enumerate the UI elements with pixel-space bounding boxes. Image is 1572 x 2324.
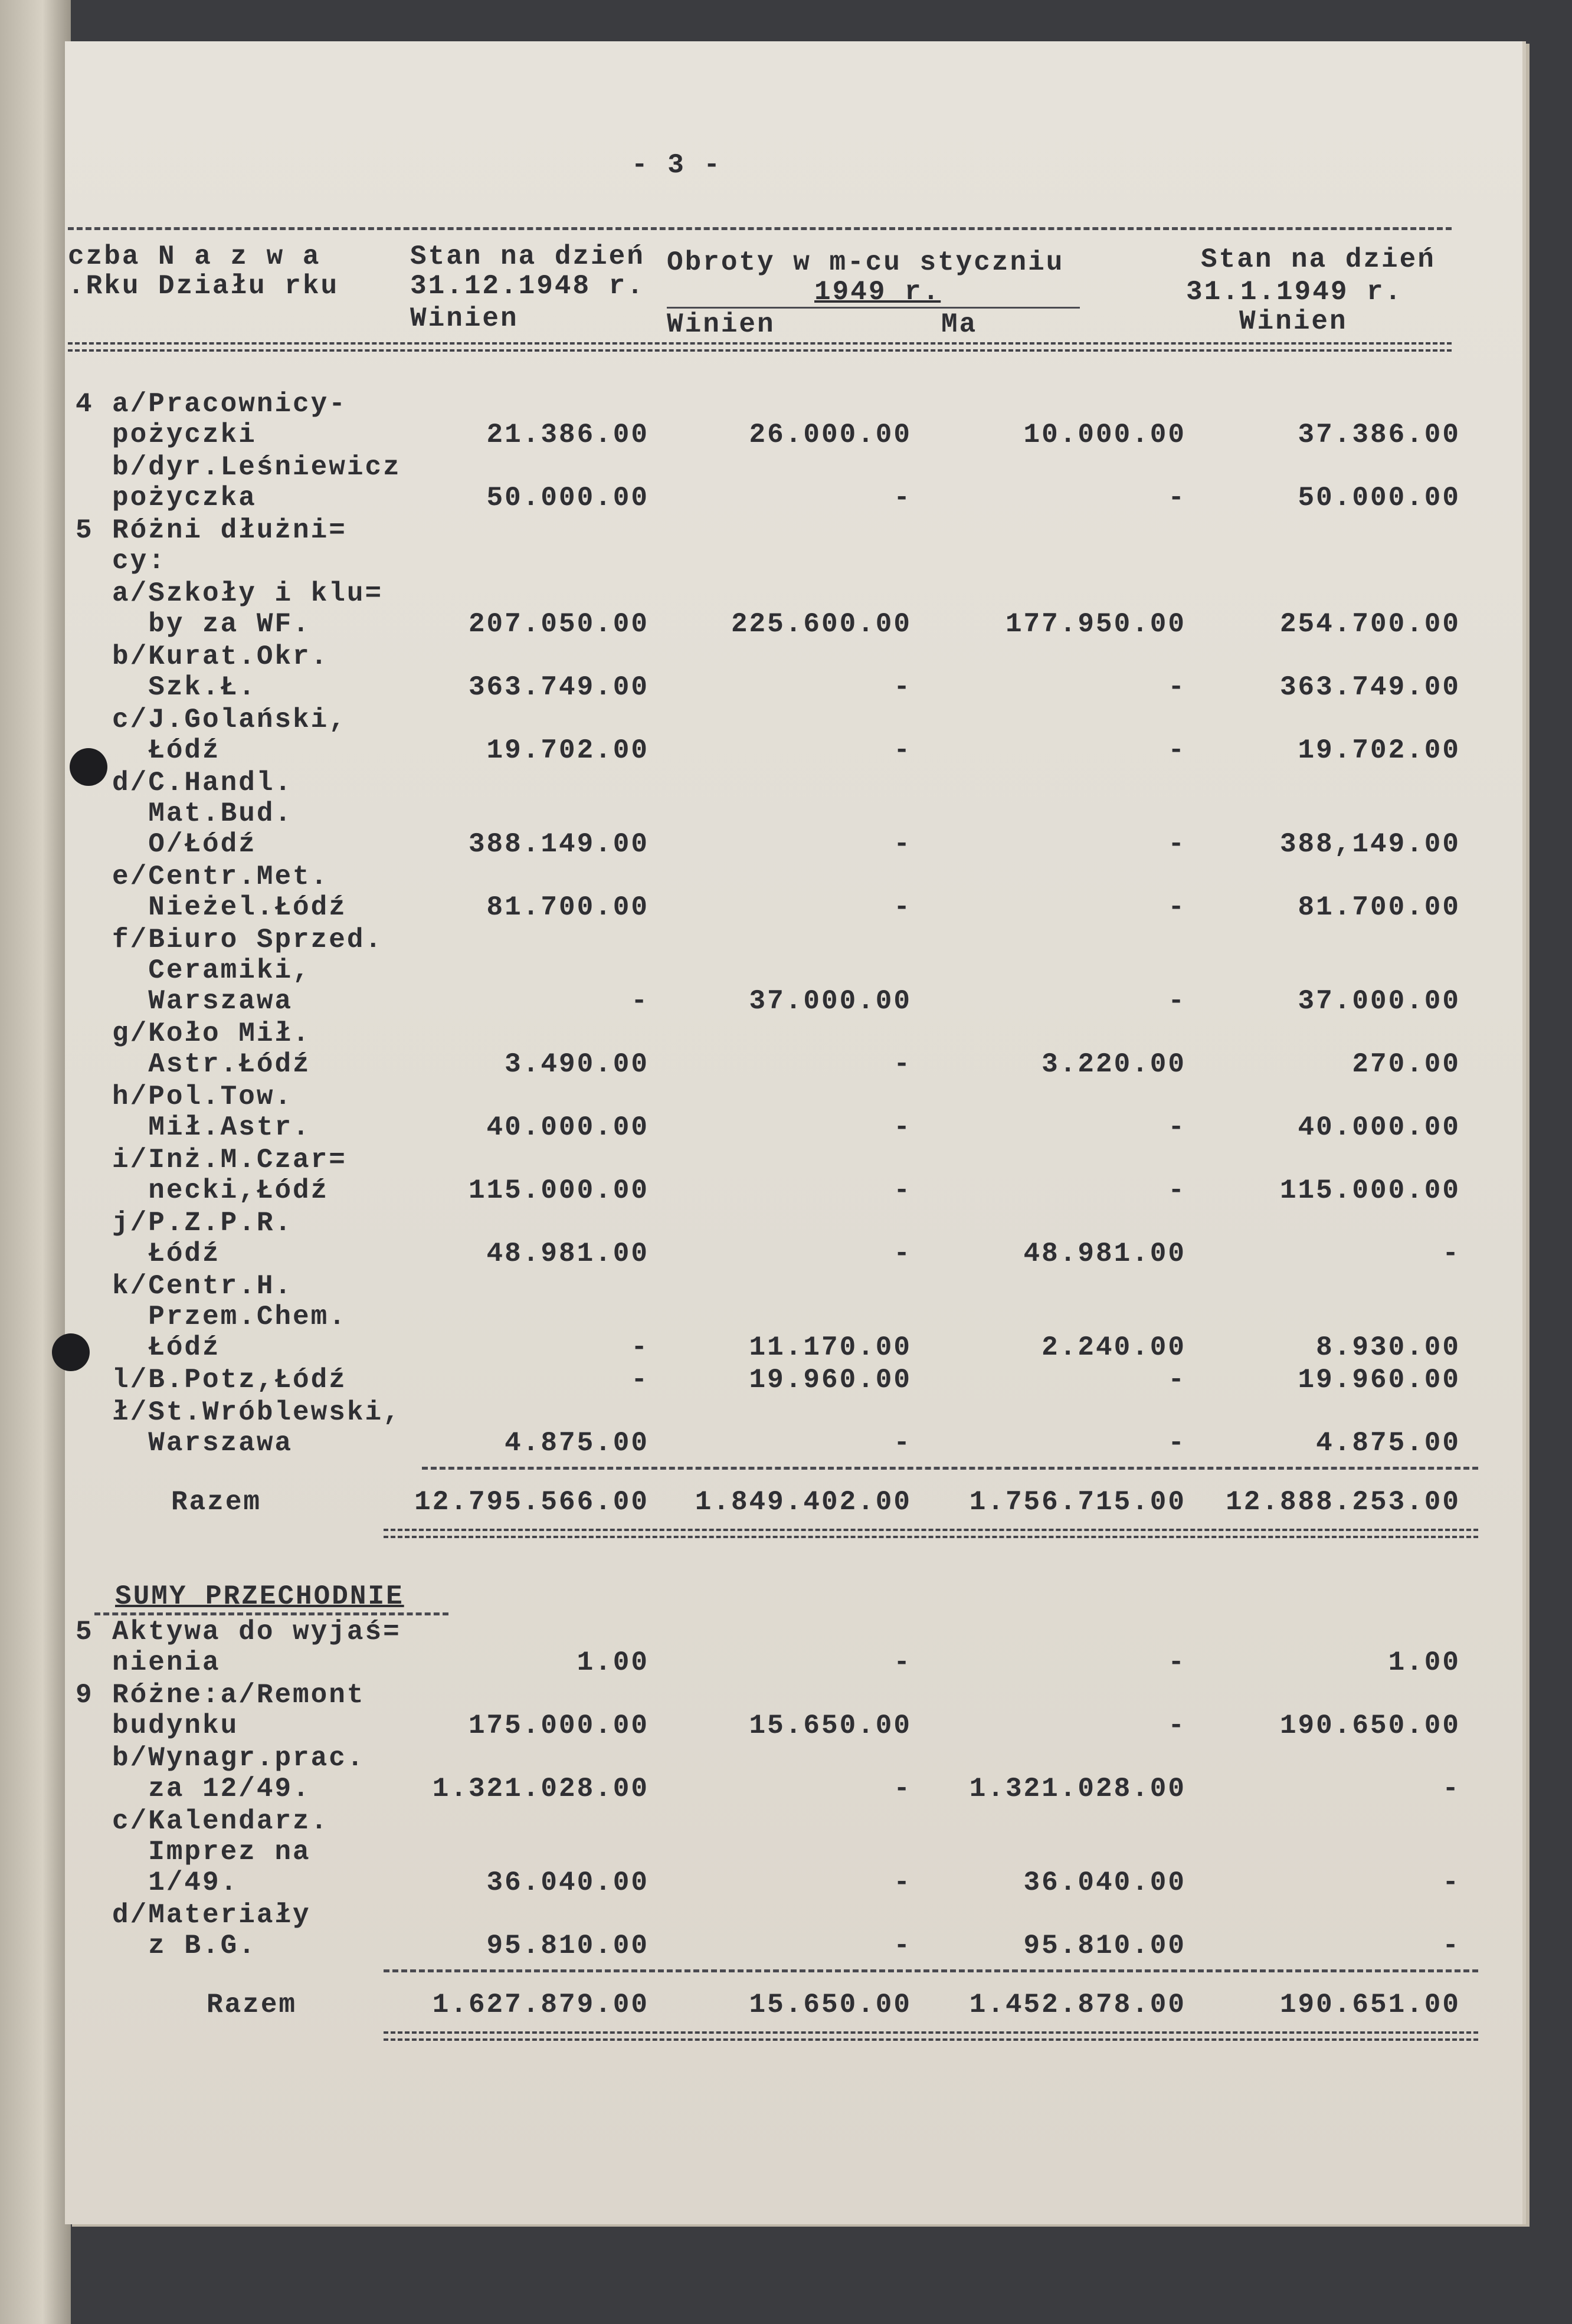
row-value-c2: - xyxy=(893,735,912,766)
row-label: O/Łódź xyxy=(112,829,257,860)
row-label: cy: xyxy=(112,546,166,576)
row-value-c4: 37.000.00 xyxy=(1298,986,1460,1017)
row-value-c2: - xyxy=(893,1647,912,1678)
row-value-c3: 48.981.00 xyxy=(1023,1238,1186,1269)
row-account-number: 5 xyxy=(76,515,94,546)
row-label: b/dyr.Leśniewicz xyxy=(112,452,401,483)
row-value-c2: - xyxy=(893,829,912,860)
page-number: - 3 - xyxy=(631,150,722,181)
row-label: Warszawa xyxy=(112,1428,293,1458)
row-value-c4: 115.000.00 xyxy=(1279,1175,1460,1206)
total-value-c4: 12.888.253.00 xyxy=(1226,1487,1460,1517)
row-label: b/Wynagr.prac. xyxy=(112,1743,365,1774)
header-bottom-rule xyxy=(68,342,1452,352)
row-value-c4: 190.650.00 xyxy=(1279,1710,1460,1741)
row-value-c1: 1.00 xyxy=(577,1647,649,1678)
section-heading-rule xyxy=(94,1612,448,1615)
total-value-c1: 12.795.566.00 xyxy=(414,1487,649,1517)
row-label: Aktywa do wyjaś= xyxy=(112,1617,401,1647)
row-value-c1: 19.702.00 xyxy=(486,735,649,766)
row-value-c4: 81.700.00 xyxy=(1298,892,1460,923)
row-value-c1: 21.386.00 xyxy=(486,419,649,450)
row-label: pożyczki xyxy=(112,419,257,450)
row-value-c3: 177.950.00 xyxy=(1005,609,1186,640)
row-value-c3: - xyxy=(1168,735,1186,766)
row-label: f/Biuro Sprzed. xyxy=(112,925,384,955)
row-value-c2: - xyxy=(893,483,912,513)
total-value-c2: 15.650.00 xyxy=(749,1989,912,2020)
row-value-c2: - xyxy=(893,1112,912,1143)
row-value-c2: - xyxy=(893,892,912,923)
row-label: Mat.Bud. xyxy=(112,798,293,829)
row-label: Łódź xyxy=(112,1332,221,1363)
total-value-c1: 1.627.879.00 xyxy=(432,1989,649,2020)
row-value-c2: 15.650.00 xyxy=(749,1710,912,1741)
total-double-rule xyxy=(384,1529,1478,1538)
header-balance-start-3: Winien xyxy=(410,303,519,334)
row-label: Różni dłużni= xyxy=(112,515,347,546)
row-value-c1: 175.000.00 xyxy=(468,1710,649,1741)
row-value-c1: - xyxy=(631,986,649,1017)
row-label: d/Materiały xyxy=(112,1900,311,1930)
row-value-c1: 36.040.00 xyxy=(486,1867,649,1898)
header-turnover-1: Obroty w m-cu styczniu xyxy=(667,247,1065,278)
row-value-c4: 37.386.00 xyxy=(1298,419,1460,450)
header-col-name-2: .Rku Działu rku xyxy=(68,271,339,301)
row-label: k/Centr.H. xyxy=(112,1271,293,1302)
header-turnover-debit: Winien xyxy=(667,309,775,340)
row-label: Szk.Ł. xyxy=(112,672,257,703)
row-value-c4: 254.700.00 xyxy=(1279,609,1460,640)
row-value-c3: - xyxy=(1168,1365,1186,1395)
row-value-c1: - xyxy=(631,1365,649,1395)
row-value-c1: 95.810.00 xyxy=(486,1930,649,1961)
total-value-c4: 190.651.00 xyxy=(1279,1989,1460,2020)
row-value-c4: - xyxy=(1442,1774,1460,1804)
row-value-c1: 115.000.00 xyxy=(468,1175,649,1206)
row-value-c1: 3.490.00 xyxy=(505,1049,649,1080)
row-value-c3: 2.240.00 xyxy=(1042,1332,1186,1363)
row-value-c2: - xyxy=(893,1867,912,1898)
row-value-c4: - xyxy=(1442,1930,1460,1961)
row-value-c4: - xyxy=(1442,1238,1460,1269)
header-top-rule xyxy=(68,227,1452,230)
row-label: Warszawa xyxy=(112,986,293,1017)
row-label: z B.G. xyxy=(112,1930,257,1961)
row-label: 1/49. xyxy=(112,1867,239,1898)
row-value-c2: 19.960.00 xyxy=(749,1365,912,1395)
row-value-c2: 37.000.00 xyxy=(749,986,912,1017)
row-value-c1: 4.875.00 xyxy=(505,1428,649,1458)
row-value-c2: - xyxy=(893,1238,912,1269)
row-label: c/Kalendarz. xyxy=(112,1806,329,1837)
total-value-c2: 1.849.402.00 xyxy=(695,1487,912,1517)
row-account-number: 5 xyxy=(76,1617,94,1647)
row-label: i/Inż.M.Czar= xyxy=(112,1145,347,1175)
row-value-c1: 48.981.00 xyxy=(486,1238,649,1269)
row-label: l/B.Potz,Łódź xyxy=(112,1365,347,1395)
row-value-c3: - xyxy=(1168,986,1186,1017)
row-value-c4: 19.702.00 xyxy=(1298,735,1460,766)
row-label: Mił.Astr. xyxy=(112,1112,311,1143)
row-value-c3: - xyxy=(1168,1428,1186,1458)
row-value-c3: - xyxy=(1168,483,1186,513)
row-value-c3: 10.000.00 xyxy=(1023,419,1186,450)
row-value-c2: - xyxy=(893,1930,912,1961)
row-value-c3: - xyxy=(1168,1112,1186,1143)
header-turnover-credit: Ma xyxy=(941,309,978,340)
row-value-c1: 1.321.028.00 xyxy=(432,1774,649,1804)
row-label: g/Koło Mił. xyxy=(112,1018,311,1049)
row-label: Nieżel.Łódź xyxy=(112,892,347,923)
row-value-c3: 3.220.00 xyxy=(1042,1049,1186,1080)
subtotal-rule xyxy=(384,1969,1478,1972)
header-balance-start-1: Stan na dzień xyxy=(410,241,645,272)
row-value-c4: 363.749.00 xyxy=(1279,672,1460,703)
row-value-c1: - xyxy=(631,1332,649,1363)
row-label: by za WF. xyxy=(112,609,311,640)
row-label: pożyczka xyxy=(112,483,257,513)
row-value-c4: 40.000.00 xyxy=(1298,1112,1460,1143)
punch-hole xyxy=(52,1333,90,1371)
header-balance-end-1: Stan na dzień xyxy=(1201,244,1436,275)
row-value-c4: - xyxy=(1442,1867,1460,1898)
row-label: h/Pol.Tow. xyxy=(112,1081,293,1112)
row-label: Różne:a/Remont xyxy=(112,1680,365,1710)
row-label: j/P.Z.P.R. xyxy=(112,1208,293,1238)
row-label: e/Centr.Met. xyxy=(112,861,329,892)
row-label: nienia xyxy=(112,1647,221,1678)
row-label: Imprez na xyxy=(112,1837,311,1867)
row-value-c4: 8.930.00 xyxy=(1316,1332,1460,1363)
row-value-c4: 19.960.00 xyxy=(1298,1365,1460,1395)
row-label: Przem.Chem. xyxy=(112,1302,347,1332)
row-value-c3: - xyxy=(1168,1647,1186,1678)
row-value-c4: 50.000.00 xyxy=(1298,483,1460,513)
row-value-c1: 40.000.00 xyxy=(486,1112,649,1143)
row-value-c1: 50.000.00 xyxy=(486,483,649,513)
header-col-name-1: czba N a z w a xyxy=(68,241,321,272)
row-label: Łódź xyxy=(112,735,221,766)
row-value-c3: 1.321.028.00 xyxy=(969,1774,1186,1804)
row-value-c2: 11.170.00 xyxy=(749,1332,912,1363)
total-value-c3: 1.756.715.00 xyxy=(969,1487,1186,1517)
row-value-c2: 225.600.00 xyxy=(731,609,912,640)
row-value-c1: 363.749.00 xyxy=(468,672,649,703)
row-value-c4: 270.00 xyxy=(1352,1049,1460,1080)
row-label: Astr.Łódź xyxy=(112,1049,311,1080)
row-value-c4: 4.875.00 xyxy=(1316,1428,1460,1458)
row-value-c1: 81.700.00 xyxy=(486,892,649,923)
row-label: c/J.Golański, xyxy=(112,704,347,735)
row-value-c3: 36.040.00 xyxy=(1023,1867,1186,1898)
total-label: Razem xyxy=(207,1989,297,2020)
header-balance-end-3: Winien xyxy=(1239,306,1348,337)
total-double-rule xyxy=(384,2031,1478,2041)
row-value-c4: 388,149.00 xyxy=(1279,829,1460,860)
row-label: Ceramiki, xyxy=(112,955,311,986)
row-account-number: 9 xyxy=(76,1680,94,1710)
row-label: ł/St.Wróblewski, xyxy=(112,1397,401,1428)
header-balance-end-2: 31.1.1949 r. xyxy=(1186,277,1403,307)
header-balance-start-2: 31.12.1948 r. xyxy=(410,271,645,301)
total-label: Razem xyxy=(171,1487,262,1517)
row-label: d/C.Handl. xyxy=(112,768,293,798)
row-label: a/Pracownicy- xyxy=(112,389,347,419)
row-value-c2: - xyxy=(893,1175,912,1206)
row-label: necki,Łódź xyxy=(112,1175,329,1206)
row-label: a/Szkoły i klu= xyxy=(112,578,384,609)
row-value-c3: - xyxy=(1168,1710,1186,1741)
section-heading: SUMY PRZECHODNIE xyxy=(115,1581,404,1612)
subtotal-rule xyxy=(422,1467,1478,1470)
row-label: za 12/49. xyxy=(112,1774,311,1804)
punch-hole xyxy=(70,748,107,786)
total-value-c3: 1.452.878.00 xyxy=(969,1989,1186,2020)
row-value-c3: - xyxy=(1168,1175,1186,1206)
row-value-c2: - xyxy=(893,1774,912,1804)
row-value-c3: - xyxy=(1168,892,1186,923)
left-page-edge xyxy=(0,0,71,2324)
row-account-number: 4 xyxy=(76,389,94,419)
row-value-c1: 388.149.00 xyxy=(468,829,649,860)
header-turnover-underline xyxy=(667,307,1080,309)
row-label: budynku xyxy=(112,1710,239,1741)
row-label: Łódź xyxy=(112,1238,221,1269)
row-value-c2: - xyxy=(893,672,912,703)
row-value-c3: 95.810.00 xyxy=(1023,1930,1186,1961)
header-turnover-2: 1949 r. xyxy=(814,277,941,307)
row-value-c1: 207.050.00 xyxy=(468,609,649,640)
row-value-c4: 1.00 xyxy=(1388,1647,1460,1678)
row-value-c2: - xyxy=(893,1428,912,1458)
row-value-c3: - xyxy=(1168,672,1186,703)
row-label: b/Kurat.Okr. xyxy=(112,641,329,672)
row-value-c2: 26.000.00 xyxy=(749,419,912,450)
row-value-c2: - xyxy=(893,1049,912,1080)
row-value-c3: - xyxy=(1168,829,1186,860)
